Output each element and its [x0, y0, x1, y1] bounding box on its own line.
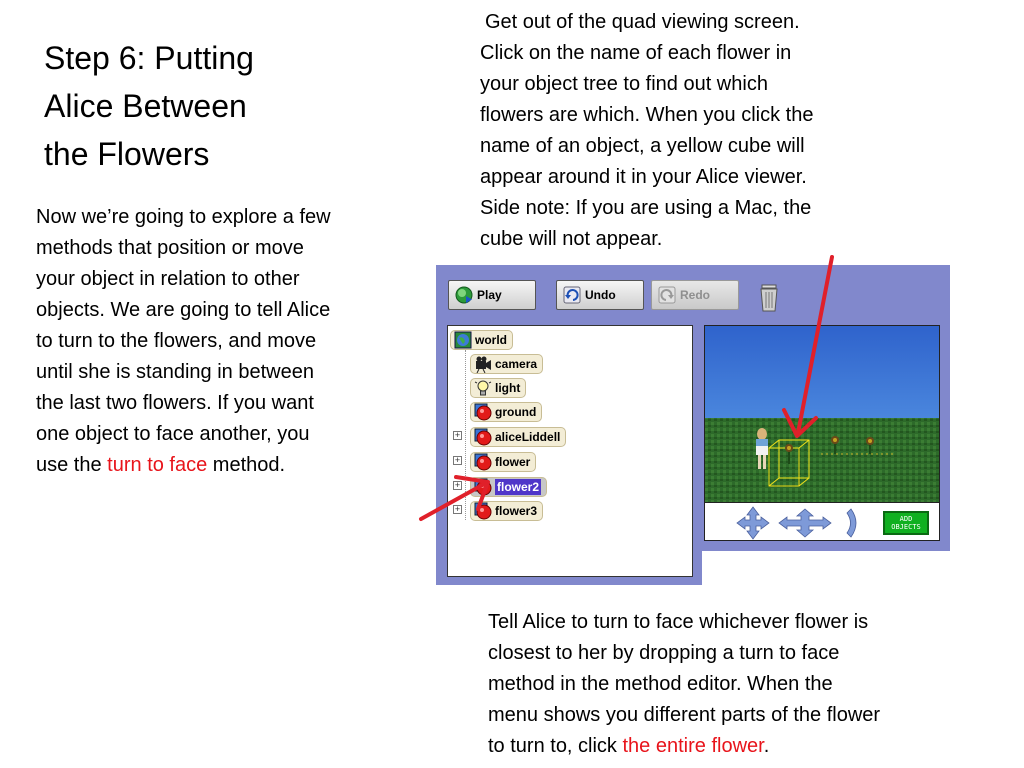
turn-to-face-highlight: turn to face: [107, 454, 208, 476]
instruction-line: Get out of the quad viewing screen.: [485, 11, 800, 33]
arrow-to-flower2: [421, 480, 486, 519]
tree-label-alice: aliceLiddell: [495, 429, 561, 444]
turn-instruction-last-line: [488, 731, 988, 762]
add-objects-line2: OBJECTS: [891, 523, 921, 531]
intro-tail: method.: [207, 454, 286, 476]
instruction-line: appear around it in your Alice viewer.: [480, 166, 807, 188]
instruction-line: flowers are which. When you click the: [480, 104, 814, 126]
turn-instruction-line: Tell Alice to turn to face whichever flower is: [488, 611, 869, 633]
tree-label-light: light: [495, 380, 521, 395]
intro-text: Now we’re going to explore a few methods that position or move your object in relation to other objects. We are going to tell Alice to turn to the flowers, and move until she is standing in between the last two flowers. If you want one object to face another, you use the: [36, 206, 331, 476]
tree-label-ground: ground: [495, 404, 537, 419]
tree-label-world: world: [475, 332, 507, 347]
instruction-line: name of an object, a yellow cube will: [480, 135, 805, 157]
entire-flower-highlight: the entire flower: [622, 735, 764, 757]
turn-instruction-suffix: .: [763, 735, 770, 757]
title-line-1: Step 6: Putting: [44, 40, 254, 76]
turn-instructions-paragraph: [488, 607, 988, 762]
add-objects-line1: ADD: [899, 515, 913, 523]
redo-label: Redo: [680, 288, 710, 302]
turn-instruction-line: menu shows you different parts of the flower: [488, 704, 881, 726]
title-line-3: the Flowers: [44, 136, 210, 172]
expand-icon[interactable]: +: [454, 455, 461, 465]
instruction-line: Side note: If you are using a Mac, the: [480, 197, 812, 219]
expand-icon[interactable]: +: [454, 430, 461, 440]
instruction-line: your object tree to find out which: [480, 73, 768, 95]
play-label: Play: [477, 288, 502, 302]
turn-instruction-prefix: to turn to, click: [488, 735, 623, 757]
expand-icon[interactable]: +: [454, 504, 461, 514]
expand-icon[interactable]: +: [454, 480, 461, 490]
title-line-2: Alice Between: [44, 88, 247, 124]
undo-label: Undo: [585, 288, 616, 302]
tree-label-flower: flower: [495, 454, 531, 469]
turn-instruction-line: method in the method editor. When the: [488, 673, 833, 695]
turn-instruction-line: closest to her by dropping a turn to face: [488, 642, 840, 664]
instruction-line: Click on the name of each flower in: [480, 42, 792, 64]
arrow-to-cube: [798, 257, 832, 433]
tree-label-flower2: flower2: [497, 479, 540, 494]
tree-label-flower3: flower3: [495, 503, 538, 518]
tree-label-camera: camera: [495, 356, 538, 371]
instruction-line: cube will not appear.: [480, 228, 663, 250]
